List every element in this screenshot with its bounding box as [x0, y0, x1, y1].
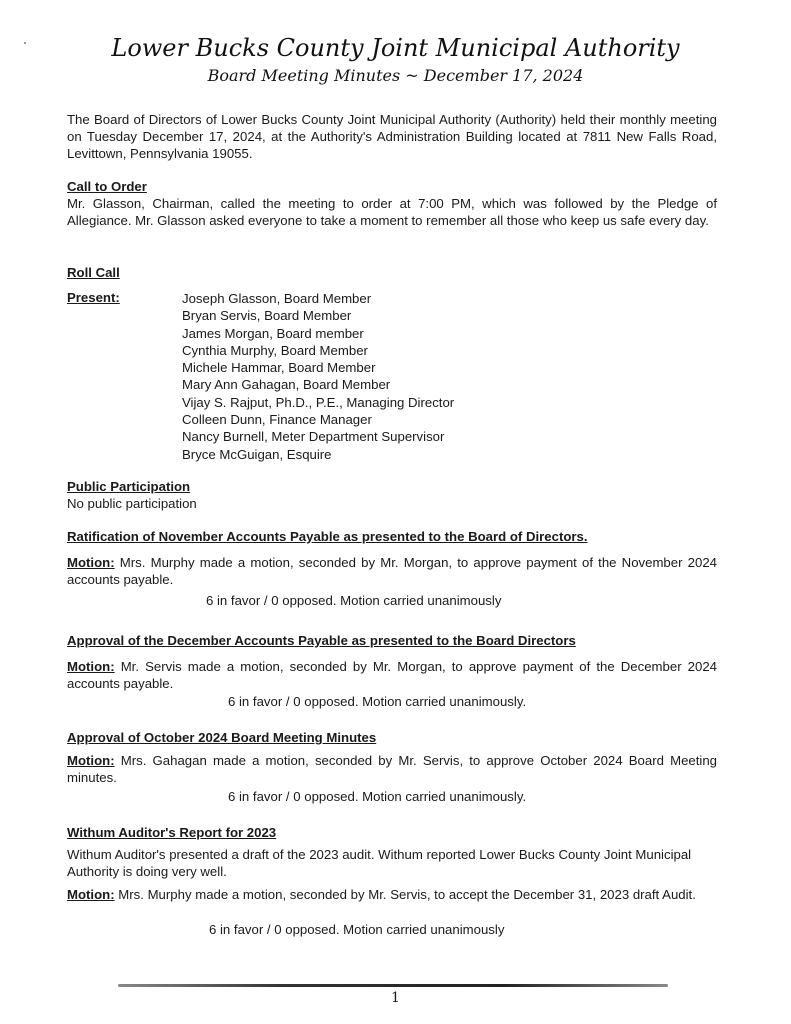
public-participation-heading: Public Participation	[67, 479, 191, 494]
motion-label: Motion:	[67, 555, 115, 570]
attendee: James Morgan, Board member	[182, 325, 364, 341]
motion-label: Motion:	[67, 659, 115, 674]
footer-divider	[118, 984, 668, 987]
attendee: Bryce McGuigan, Esquire	[182, 446, 332, 462]
motion-text: Mrs. Murphy made a motion, seconded by Mr. Servis, to accept the December 31, 2023 draft Audit.	[114, 887, 696, 902]
attendee: Colleen Dunn, Finance Manager	[182, 412, 372, 428]
section-text: Withum Auditor's presented a draft of the 2023 audit. Withum reported Lower Bucks County Joint Municipal Authority is doing very well.	[67, 847, 692, 879]
motion-paragraph	[67, 752, 717, 786]
vote-result: 6 in favor / 0 opposed. Motion carried unanimously	[209, 922, 505, 937]
motion-paragraph	[67, 658, 717, 692]
vote-result: 6 in favor / 0 opposed. Motion carried unanimously	[206, 593, 502, 608]
call-to-order-text: Mr. Glasson, Chairman, called the meeting to order at 7:00 PM, which was followed by the Pledge of Allegiance. Mr. Glasson asked everyone to take a moment to remember all those who keep us safe every day.	[67, 196, 717, 228]
motion-paragraph	[67, 554, 717, 588]
attendee: Vijay S. Rajput, Ph.D., P.E., Managing Director	[182, 394, 455, 410]
section-heading: Approval of October 2024 Board Meeting Minutes	[67, 730, 377, 745]
intro-paragraph: The Board of Directors of Lower Bucks County Joint Municipal Authority (Authority) held their monthly meeting on Tuesday December 17, 2024, at the Authority's Administration Building located at 7811 New Falls Road, Levittown, Pennsylvania 19055.	[67, 112, 717, 161]
document-subtitle: Board Meeting Minutes ~ December 17, 2024	[207, 66, 584, 85]
attendee: Michele Hammar, Board Member	[182, 360, 376, 376]
motion-text: Mrs. Gahagan made a motion, seconded by Mr. Servis, to approve October 2024 Board Meeting minutes.	[67, 753, 717, 785]
motion-label: Motion:	[67, 753, 115, 768]
page-number: 1	[391, 990, 400, 1006]
attendee: Cynthia Murphy, Board Member	[182, 342, 368, 358]
attendee: Joseph Glasson, Board Member	[182, 291, 372, 306]
section-heading: Approval of the December Accounts Payable as presented to the Board Directors	[67, 633, 576, 648]
section-heading: Ratification of November Accounts Payable as presented to the Board of Directors.	[67, 529, 588, 544]
motion-text: Mr. Servis made a motion, seconded by Mr. Morgan, to approve payment of the December 2024 accounts payable.	[67, 659, 717, 691]
attendee-list	[182, 290, 454, 463]
roll-call-heading: Roll Call	[67, 265, 120, 280]
attendee: Bryan Servis, Board Member	[182, 308, 352, 324]
call-to-order-heading: Call to Order	[67, 179, 147, 194]
section-heading: Withum Auditor's Report for 2023	[67, 825, 277, 840]
present-label: Present:	[67, 290, 120, 305]
vote-result: 6 in favor / 0 opposed. Motion carried unanimously.	[228, 694, 527, 709]
public-participation-text: No public participation	[67, 496, 197, 511]
document-title: Lower Bucks County Joint Municipal Authority	[111, 34, 680, 62]
motion-text: Mrs. Murphy made a motion, seconded by Mr. Morgan, to approve payment of the November 2024 accounts payable.	[67, 555, 717, 587]
vote-result: 6 in favor / 0 opposed. Motion carried unanimously.	[228, 789, 527, 804]
attendee: Mary Ann Gahagan, Board Member	[182, 377, 391, 393]
motion-paragraph	[67, 886, 717, 903]
attendee: Nancy Burnell, Meter Department Supervisor	[182, 429, 445, 445]
motion-label: Motion:	[67, 887, 115, 902]
